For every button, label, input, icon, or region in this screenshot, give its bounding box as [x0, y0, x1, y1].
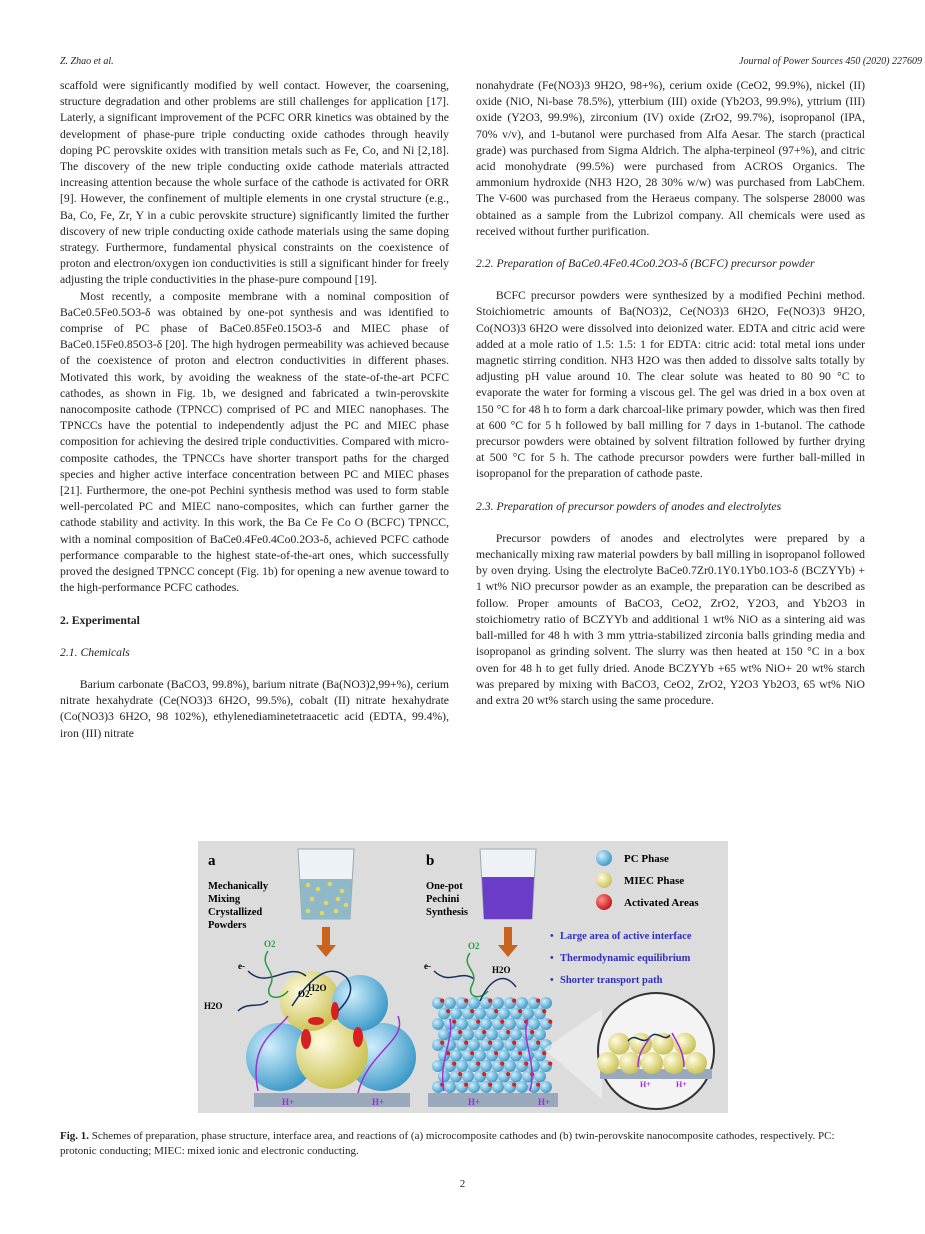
- active-site: [494, 1009, 498, 1013]
- active-site: [488, 1083, 492, 1087]
- nanoparticle: [498, 1008, 510, 1020]
- electron-label: e-: [424, 961, 431, 971]
- active-site: [488, 999, 492, 1003]
- nanoparticle: [516, 1081, 528, 1093]
- h2o-label: H2O: [204, 1001, 223, 1011]
- nanoparticle: [432, 1018, 444, 1030]
- label-line: Crystallized: [208, 907, 263, 918]
- nanoparticle: [474, 1050, 486, 1062]
- down-arrow-icon: [498, 927, 518, 957]
- running-header-journal: Journal of Power Sources 450 (2020) 227609: [739, 56, 922, 67]
- hplus-label: H+: [282, 1097, 295, 1107]
- paragraph: nonahydrate (Fe(NO3)3 9H2O, 98+%), cerium oxide (CeO2, 99.9%), nickel (II) oxide (NiO, Ni-base 78.5%), ytterbium (III) oxide (Yb2O3, 99.9%), yttrium (III) oxide (Y2O3, 99.9%), zirconium (IV) oxide (ZrO2, 99.7%), isopropanol (IPA, 70% v/v), and 1-butanol were purchased from Alfa Aesar. The starch (practical grade) was purchased from Sigma Aldrich. The alpha-terpineol (97+%), and citric acid monohydrate (99.5%) were purchased from ACROS Organics. The ammonium hydroxide (NH3 H2O, 28 30% w/w) was purchased from LabChem. The V-600 was purchased from the Heraeus company. The solsperse 28000 was obtained as a sample from the Lubrizol company. All chemicals were used as received without further purification.: [476, 79, 865, 238]
- label-line: Mechanically: [208, 881, 269, 892]
- electrolyte-substrate: [254, 1093, 410, 1107]
- page-number: 2: [459, 1178, 466, 1190]
- paragraph: Precursor powders of anodes and electrolytes were prepared by a mechanically mixing raw material powders by ball milling in isopropanol followed by oven drying. Using the electrolyte BaCe0.7Zr0.1Y0.1Yb0.1O3-δ (BCZYYb) + 1 wt% NiO precursor powder as an example, the preparation can be described as follow. Proper amounts of BaCO3, CeO2, ZrO2, Y2O3, and Yb2O3 in stoichiometry ratio of BCZYYb and additional 1 wt% NiO as a sintering aid was ball-milled for 48 h with 3 mm yttria-stabilized zirconia balls grinding media and isopropanol as grinding solvent. The slurry was then heated at 150 °C in a box oven for 48 h to get fully dried. Anode BCZYYb +65 wt% NiO+ 20 wt% starch was prepared by mixing with BaCO3, CeO2, ZrO2, Y2O3 Yb2O3, 65 wt% NiO and extra 20 wt% starch using the same procedure.: [476, 531, 865, 707]
- active-site: [452, 1020, 456, 1024]
- nanoparticle: [474, 1008, 486, 1020]
- active-site: [458, 1030, 462, 1034]
- microcomposite-particles: [246, 971, 416, 1091]
- figure-1: [198, 841, 728, 1113]
- nanoparticle: [444, 1039, 456, 1051]
- bullet-item: Shorter transport path: [560, 975, 663, 986]
- panel-a-label: [208, 881, 269, 931]
- active-site: [524, 1062, 528, 1066]
- active-site: [476, 1062, 480, 1066]
- active-site: [512, 999, 516, 1003]
- legend-swatch-miec: [596, 872, 612, 888]
- active-site: [536, 999, 540, 1003]
- legend-swatch-active: [596, 894, 612, 910]
- nanoparticle: [510, 1029, 522, 1041]
- nanoparticle: [468, 1081, 480, 1093]
- nanoparticle: [444, 997, 456, 1009]
- paragraph: Most recently, a composite membrane with a nominal composition of BaCe0.5Fe0.5O3-δ was obtained by one-pot synthesis and was identified to comprise of PC phase of BaCe0.85Fe0.15O3-δ and MIEC phase of BaCe0.15Fe0.85O3-δ [20]. The high hydrogen permeability was achieved because of the coexistence of proton and electron conductivities in different phases. Motivated this work, by avoiding the weakness of the state-of-the-art PCFC cathodes, as shown in Fig. 1b, we designed and fabricated a twin-perovskite nanocomposite cathode (TPNCC) comprised of PC and MIEC nanophases. The TPNCCs have the potential to independently adjust the PC and MIEC phase composition for achieving the desired triple conductivities. Compared with micro-composite cathodes, the TPNCCs have shorter transport paths for the charged species and higher active interface concentration between PC and MIEC phases [21]. Furthermore, the one-pot Pechini synthesis method was used to form stable well-percolated PC and MIEC nano-composites, which can further garner the cathode stability and activity. In this work, the Ba Ce Fe Co O (BCFC) TPNCC, with a nominal composition of BaCe0.4Fe0.4Co0.2O3-δ, achieved PCFC cathode performance comparable to the highest state-of-the-art ones, which successfully proved the designed TPNCC concept (Fig. 1b) for opening a new avenue toward to the high-performance PCFC cathodes.: [60, 289, 449, 595]
- active-site: [440, 1041, 444, 1045]
- hplus-label: H+: [468, 1097, 481, 1107]
- active-site: [476, 1020, 480, 1024]
- label-line: Powders: [208, 920, 247, 931]
- active-site: [518, 1051, 522, 1055]
- caption-label: Fig. 1.: [60, 1130, 90, 1142]
- active-site: [488, 1041, 492, 1045]
- nanoparticle: [450, 1050, 462, 1062]
- down-arrow-icon: [316, 927, 336, 957]
- nanoparticle: [486, 1029, 498, 1041]
- nanoparticle: [432, 1060, 444, 1072]
- active-site: [506, 1030, 510, 1034]
- label-line: Synthesis: [426, 907, 469, 918]
- subsection-heading: 2.1. Chemicals: [60, 645, 130, 659]
- zoom-cone: [544, 1009, 602, 1099]
- nanoparticle: [444, 1081, 456, 1093]
- hplus-label: H+: [640, 1080, 651, 1089]
- h2o-label: H2O: [492, 965, 511, 975]
- nanoparticle: [608, 1033, 630, 1055]
- active-site: [470, 1051, 474, 1055]
- active-site: [470, 1009, 474, 1013]
- running-header-authors: Z. Zhao et al.: [60, 56, 114, 67]
- subsection-heading: 2.2. Preparation of BaCe0.4Fe0.4Co0.2O3-δ (BCFC) precursor powder: [476, 257, 815, 271]
- left-column: [60, 78, 449, 742]
- nanoparticle: [663, 1052, 685, 1074]
- nanoparticle: [641, 1052, 663, 1074]
- figure-caption: [60, 1129, 870, 1159]
- paragraph: scaffold were significantly modified by well contact. However, the coarsening, structure degradation and other problems are still challenges for application [17]. Laterly, a significant improvement of the PCFC ORR kinetics was obtained by the development of phase-pure triple conducting oxide cathodes through heavily doping PC perovskite oxides with transition metals such as Fe, Co, and Ni [2,18]. The discovery of the new triple conducting oxide cathode materials attracted increasing attention because the whole surface of the cathode is activated for ORR [9]. However, the confinement of multiple elements in one crystal structure (e.g., Ba, Co, Fe, Zr, Y in a cubic perovskite structure) significantly limited the further discovery of new triple conducting oxide cathode materials using the same doping strategy. Furthermore, fundamental physical constraints on the coexistence of proton and electron/oxygen ion conductivities is still a significant hinder for freely adjusting the triple conductivities in the phase-pure compound [19].: [60, 79, 449, 287]
- nanoparticle: [480, 1060, 492, 1072]
- active-site: [512, 1083, 516, 1087]
- nanoparticle: [540, 997, 552, 1009]
- nanoparticle: [462, 1071, 474, 1083]
- panel-label-b: b: [426, 853, 435, 869]
- active-site: [458, 1072, 462, 1076]
- legend-active: Activated Areas: [624, 897, 699, 909]
- active-site: [518, 1009, 522, 1013]
- hplus-label: H+: [538, 1097, 551, 1107]
- active-site: [464, 1083, 468, 1087]
- active-site: [530, 1030, 534, 1034]
- nanoparticle: [462, 1029, 474, 1041]
- active-site: [464, 1041, 468, 1045]
- bullet-dot: •: [550, 931, 554, 942]
- legend-pc: PC Phase: [624, 853, 669, 865]
- panel-label-a: a: [208, 853, 216, 869]
- active-site: [536, 1041, 540, 1045]
- active-site: [482, 1072, 486, 1076]
- active-site: [500, 1020, 504, 1024]
- active-site: [452, 1062, 456, 1066]
- nanoparticle: [540, 1081, 552, 1093]
- active-site: [440, 999, 444, 1003]
- bullet-dot: •: [550, 975, 554, 986]
- nanoparticle: [486, 1071, 498, 1083]
- nanoparticle: [510, 1071, 522, 1083]
- nanoparticle: [685, 1052, 707, 1074]
- subsection-heading: 2.3. Preparation of precursor powders of anodes and electrolytes: [476, 499, 782, 513]
- nanoparticle: [652, 1033, 674, 1055]
- nanoparticle: [492, 997, 504, 1009]
- active-site: [512, 1041, 516, 1045]
- nanoparticle: [492, 1081, 504, 1093]
- active-site: [494, 1051, 498, 1055]
- label-line: Mixing: [208, 894, 241, 905]
- active-site: [446, 1009, 450, 1013]
- o2minus-label: O2-: [298, 989, 313, 999]
- section-heading: 2. Experimental: [60, 613, 140, 627]
- h2o-label: H2O: [308, 983, 327, 993]
- zoom-inset: [597, 993, 714, 1109]
- nanoparticle: [504, 1018, 516, 1030]
- bullet-dot: •: [550, 953, 554, 964]
- nanoparticle: [516, 997, 528, 1009]
- nanoparticle: [438, 1029, 450, 1041]
- nanoparticle: [456, 1060, 468, 1072]
- active-site: [464, 999, 468, 1003]
- nanoparticle: [528, 1060, 540, 1072]
- o2-label: O2: [264, 939, 276, 949]
- active-site: [482, 1030, 486, 1034]
- active-site: [506, 1072, 510, 1076]
- o2-label: O2: [468, 941, 480, 951]
- nanoparticle: [522, 1008, 534, 1020]
- legend-swatch-pc: [596, 850, 612, 866]
- bullet-item: Large area of active interface: [560, 931, 692, 942]
- label-line: One-pot: [426, 881, 463, 892]
- active-site: [548, 1062, 552, 1066]
- hplus-label: H+: [372, 1097, 385, 1107]
- nanoparticle: [492, 1039, 504, 1051]
- hplus-label: H+: [676, 1080, 687, 1089]
- nanoparticle: [597, 1052, 619, 1074]
- panel-b-label: [426, 881, 468, 918]
- nanoparticle: [450, 1008, 462, 1020]
- nanoparticle: [456, 1018, 468, 1030]
- beaker-b-icon: [480, 849, 536, 919]
- nanoparticle: [468, 1039, 480, 1051]
- legend-miec: MIEC Phase: [624, 875, 685, 887]
- active-site: [536, 1083, 540, 1087]
- nanoparticle: [504, 1060, 516, 1072]
- nanoparticle: [528, 1018, 540, 1030]
- nanoparticle: [480, 1018, 492, 1030]
- nanocomposite-particles: [432, 997, 552, 1093]
- bullet-item: Thermodynamic equilibrium: [560, 953, 691, 964]
- nanoparticle: [438, 1071, 450, 1083]
- nanoparticle: [468, 997, 480, 1009]
- beaker-a-icon: [298, 849, 354, 919]
- bullet-list: [550, 931, 692, 986]
- nanoparticle: [522, 1050, 534, 1062]
- nanoparticle: [498, 1050, 510, 1062]
- nanoparticle: [534, 1071, 546, 1083]
- active-site: [548, 1020, 552, 1024]
- label-line: Pechini: [426, 894, 460, 905]
- figure-schematic: [198, 841, 728, 1113]
- caption-text: Schemes of preparation, phase structure, interface area, and reactions of (a) microcomposite cathodes and (b) twin-perovskite nanocomposite cathodes, respectively. PC: protonic conducting; MIEC: mixed ionic and electronic conducting.: [60, 1130, 835, 1157]
- paragraph: Barium carbonate (BaCO3, 99.8%), barium nitrate (Ba(NO3)2,99+%), cerium nitrate hexahydrate (Ce(NO3)3 6H2O, 99.5%), cobalt (II) nitrate hexahydrate (Co(NO3)3 6H2O, 98 102%), ethylenediaminetetraacetic acid (EDTA, 99.4%), iron (III) nitrate: [60, 677, 449, 740]
- paragraph: BCFC precursor powders were synthesized by a modified Pechini method. Stoichiometric amounts of Ba(NO3)2, Ce(NO3)3 6H2O, Fe(NO3)3 9H2O, Co(NO3)3 6H2O were dissolved into deionized water. EDTA and citric acid were added at a mole ratio of 1.5: 1.5: 1 for EDTA: citric acid: total metal ions under magnetic stirring condition. NH3 H2O was then added to dissolve salts totally by adjusting pH value around 10. The clear solute was heated to 80 90 °C to evaporate the water for forming a viscous gel. The gel was dried in a box oven at 150 °C for 48 h to form a dark charcoal-like primary powder, which was then fired at 600 °C for 5 h followed by ball milling for 7 days in 1-butanol. The cathode precursor powders were obtained by solvent filtration followed by further drying at 500 °C for 5 h. The cathode precursor powders were further ball-milled in isopropanol for the preparation of cathode paste.: [476, 289, 865, 481]
- right-column: [476, 78, 865, 709]
- nanoparticle: [534, 1029, 546, 1041]
- active-site: [542, 1051, 546, 1055]
- active-site: [542, 1009, 546, 1013]
- electron-label: e-: [238, 961, 245, 971]
- legend: [596, 850, 699, 910]
- active-site: [500, 1062, 504, 1066]
